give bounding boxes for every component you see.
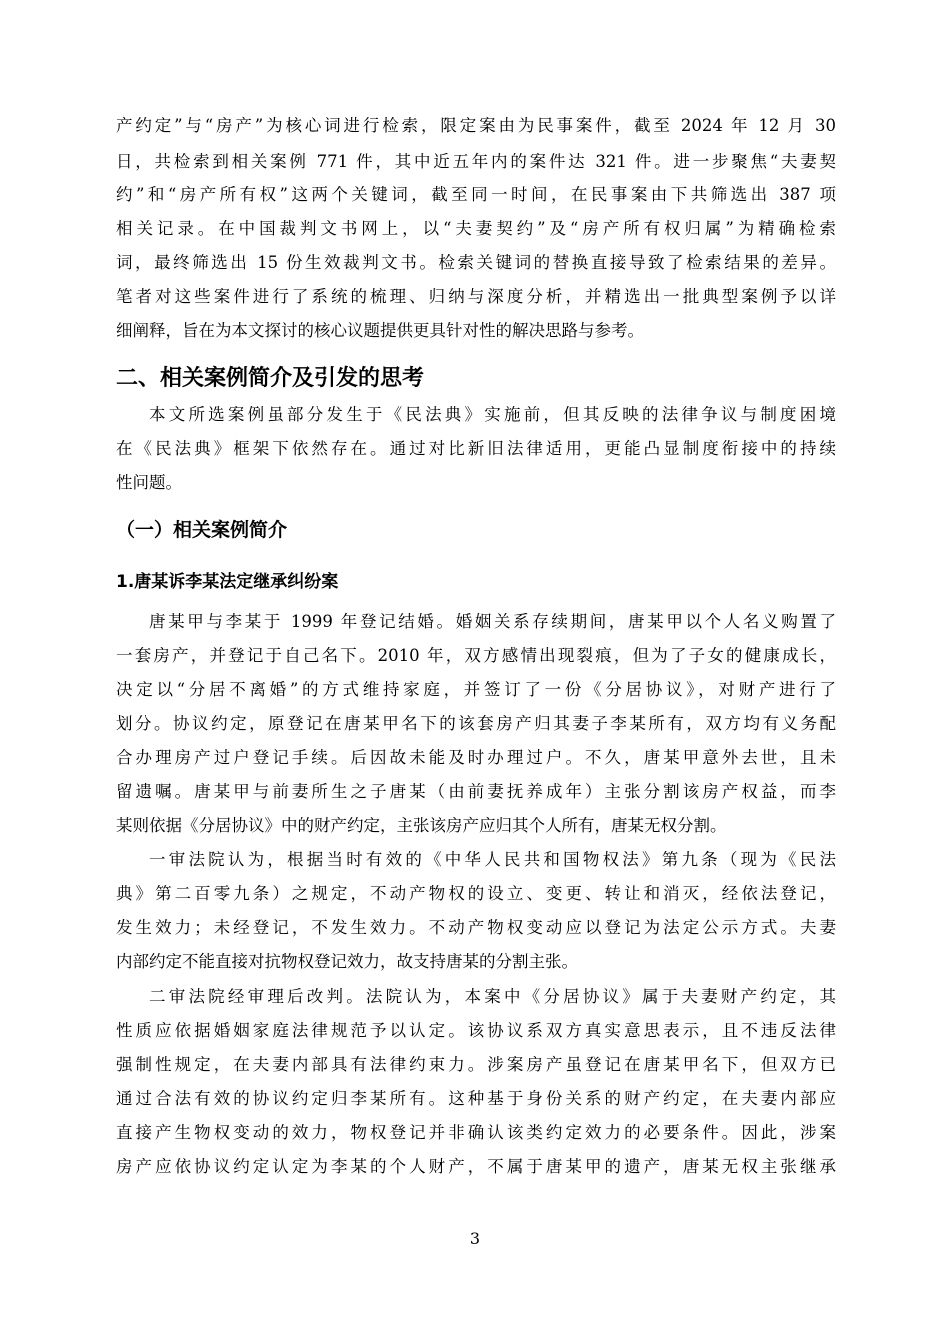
intro-line: 相关记录。在中国裁判文书网上，以“夫妻契约”及“房产所有权归属”为精确检索 — [116, 219, 836, 238]
case-line: 房产应依协议约定认定为李某的个人财产，不属于唐某甲的遗产，唐某无权主张继承 — [116, 1157, 836, 1176]
case-line: 划分。协议约定，原登记在唐某甲名下的该套房产归其妻子李某所有，双方均有义务配 — [116, 714, 836, 733]
intro-line: 约”和“房产所有权”这两个关键词，截至同一时间，在民事案由下共筛选出 387 项 — [116, 185, 836, 204]
case-line: 性质应依据婚姻家庭法律规范予以认定。该协议系双方真实意思表示，且不违反法律 — [116, 1021, 836, 1040]
case-line: 唐某甲与李某于 1999 年登记结婚。婚姻关系存续期间，唐某甲以个人名义购置了 — [149, 612, 836, 631]
case-heading: 1.唐某诉李某法定继承纠纷案 — [116, 572, 339, 592]
case-line: 二审法院经审理后改判。法院认为，本案中《分居协议》属于夫妻财产约定，其 — [149, 987, 836, 1006]
subsection-heading: （一）相关案例简介 — [116, 519, 288, 541]
section-line: 性问题。 — [116, 473, 182, 492]
section-line: 本文所选案例虽部分发生于《民法典》实施前，但其反映的法律争议与制度困境 — [149, 405, 836, 424]
case-line: 留遗嘱。唐某甲与前妻所生之子唐某（由前妻抚养成年）主张分割该房产权益，而李 — [116, 782, 836, 801]
section-line: 在《民法典》框架下依然存在。通过对比新旧法律适用，更能凸显制度衔接中的持续 — [116, 439, 836, 458]
case-line: 直接产生物权变动的效力，物权登记并非确认该类约定效力的必要条件。因此，涉案 — [116, 1123, 836, 1142]
case-line: 某则依据《分居协议》中的财产约定，主张该房产应归其个人所有，唐某无权分割。 — [116, 816, 727, 835]
case-line: 发生效力；未经登记，不发生效力。不动产物权变动应以登记为法定公示方式。夫妻 — [116, 918, 836, 937]
case-line: 通过合法有效的协议约定归李某所有。这种基于身份关系的财产约定，在夫妻内部应 — [116, 1089, 836, 1108]
case-line: 典》第二百零九条）之规定，不动产物权的设立、变更、转让和消灭，经依法登记， — [116, 884, 836, 903]
case-line: 一套房产，并登记于自己名下。2010 年，双方感情出现裂痕，但为了子女的健康成长， — [116, 646, 836, 665]
intro-line: 产约定”与“房产”为核心词进行检索，限定案由为民事案件，截至 2024 年 12 月 30 — [116, 116, 836, 135]
section-heading: 二、相关案例简介及引发的思考 — [116, 366, 425, 391]
case-line: 合办理房产过户登记手续。后因故未能及时办理过户。不久，唐某甲意外去世，且未 — [116, 748, 836, 767]
intro-line: 日，共检索到相关案例 771 件，其中近五年内的案件达 321 件。进一步聚焦“夫妻契 — [116, 152, 836, 171]
case-line: 决定以“分居不离婚”的方式维持家庭，并签订了一份《分居协议》，对财产进行了 — [116, 680, 836, 699]
intro-line: 细阐释，旨在为本文探讨的核心议题提供更具针对性的解决思路与参考。 — [116, 321, 644, 340]
case-line: 一审法院认为，根据当时有效的《中华人民共和国物权法》第九条（现为《民法 — [149, 850, 836, 869]
intro-line: 笔者对这些案件进行了系统的梳理、归纳与深度分析，并精选出一批典型案例予以详 — [116, 287, 836, 306]
intro-line: 词，最终筛选出 15 份生效裁判文书。检索关键词的替换直接导致了检索结果的差异。 — [116, 253, 836, 272]
page-number: 3 — [469, 1229, 481, 1248]
case-line: 内部约定不能直接对抗物权登记效力，故支持唐某的分割主张。 — [116, 952, 578, 971]
case-line: 强制性规定，在夫妻内部具有法律约束力。涉案房产虽登记在唐某甲名下，但双方已 — [116, 1055, 836, 1074]
